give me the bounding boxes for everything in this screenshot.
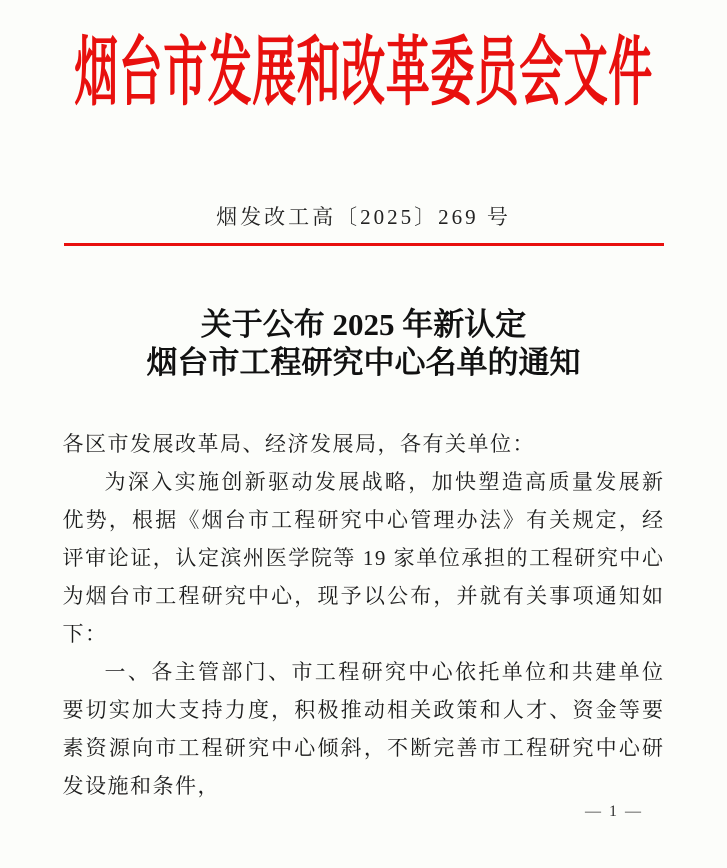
document-title-line2: 烟台市工程研究中心名单的通知	[146, 345, 581, 380]
salutation-line: 各区市发展改革局、经济发展局，各有关单位：	[62, 432, 535, 456]
document-page	[0, 31, 727, 820]
org-title: 烟台市发展和改革委员会文件	[74, 31, 653, 116]
document-number: 烟发改工高〔2025〕269 号	[216, 205, 511, 229]
body-paragraph-2: 一、各主管部门、市工程研究中心依托单位和共建单位要切实加大支持力度，积极推动相关政策和人才、资金等要素资源向市工程研究中心倾斜，不断完善市工程研究中心研发设施和条件，	[62, 660, 665, 798]
page-number: — 1 —	[585, 803, 643, 820]
red-divider-line	[64, 243, 664, 246]
document-body	[63, 425, 665, 805]
document-red-header	[0, 33, 727, 115]
document-title-line1: 关于公布 2025 年新认定	[200, 307, 527, 342]
body-paragraph-1: 为深入实施创新驱动发展战略，加快塑造高质量发展新优势，根据《烟台市工程研究中心管理办法》有关规定，经评审论证，认定滨州医学院等 19 家单位承担的工程研究中心为烟台市工程研究中心，现予以公布，并就有关事项通知如下：	[62, 470, 665, 646]
document-title	[0, 306, 727, 382]
